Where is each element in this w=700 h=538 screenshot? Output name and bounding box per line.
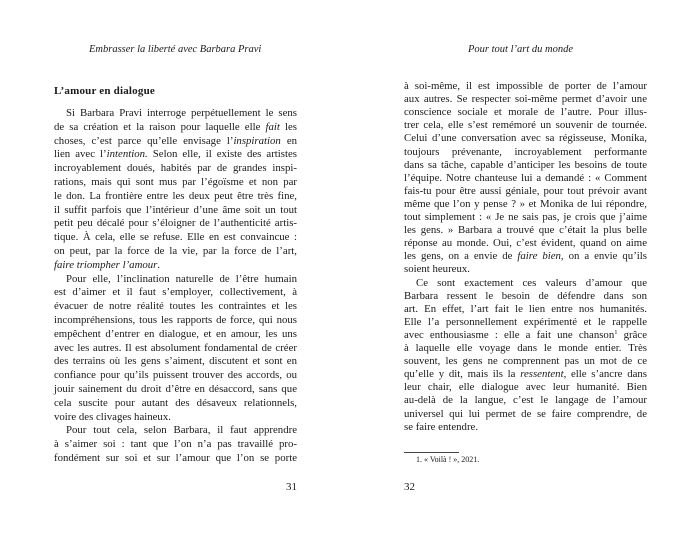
italic-text: faire bien	[517, 250, 561, 263]
text-line	[404, 341, 647, 355]
text-run: Barbara ressent le besoin de défendre dans son	[404, 289, 647, 302]
text-line	[404, 118, 647, 132]
text-line	[54, 134, 297, 148]
text-line	[54, 382, 297, 396]
text-line	[404, 145, 647, 159]
text-run: universel qui lui permet de se faire comprendre, de	[404, 407, 647, 420]
text-line	[404, 171, 647, 185]
text-line	[404, 158, 647, 172]
text-line	[404, 236, 647, 250]
text-run: .	[157, 258, 161, 271]
text-run: lien avec l’	[54, 148, 107, 161]
text-line	[54, 272, 297, 286]
text-line	[404, 380, 647, 394]
text-line	[54, 230, 297, 244]
italic-text: intention.	[106, 148, 148, 161]
text-line	[404, 92, 647, 106]
text-run: tique. À cela, elle se refuse. Elle en est convaincue :	[54, 231, 297, 244]
text-run: les gens. » Barbara a trouvé que c’était la plus belle	[404, 224, 647, 237]
text-run: on peut, par la force de la vie, par la force de l’art,	[54, 245, 297, 257]
right-page	[350, 0, 700, 538]
text-run: Ce sont exactement ces valeurs d’amour que	[416, 276, 647, 289]
text-run: art. En effet, l’art fait le lien entre nos humanités.	[404, 302, 647, 315]
text-line	[54, 203, 297, 217]
text-line	[404, 420, 647, 434]
text-run: incroyablement doués, habités par de grandes inspi-	[54, 162, 297, 175]
text-line	[404, 105, 647, 119]
text-line	[54, 106, 297, 120]
text-run: le don. La frontière entre les deux peut être très fine,	[54, 189, 297, 202]
text-line	[54, 423, 297, 437]
text-run: fais-tu pour être aussi géniale, pour tout prévoir avant	[404, 184, 647, 197]
text-line	[54, 396, 297, 410]
text-line	[404, 315, 647, 329]
text-run: est d’aimer et il faut s’employer, collectivement, à	[54, 286, 297, 299]
text-line	[404, 223, 647, 237]
italic-text: faire triompher l’amour	[54, 258, 158, 271]
text-line	[54, 175, 297, 189]
text-run: Pour elle, l’inclination naturelle de l’être humain	[66, 272, 297, 285]
text-line	[404, 184, 647, 198]
text-run: souvent, les gens ne comprennent pas un mot de ce	[404, 355, 647, 368]
text-run: dans sa tâche, capable d’anticiper les besoins de toute	[404, 158, 647, 171]
text-run: empêchent d’entrer en dialogue, et en amour, les uns	[54, 327, 297, 340]
text-line	[54, 216, 297, 230]
text-run: fondément sur soi et sur l’amour que l’on se porte	[54, 452, 297, 464]
text-line	[54, 341, 297, 355]
text-run: confiance pour qu’ils puissent trouver des accords, ou	[54, 369, 297, 382]
footnote-reference: 1	[614, 328, 618, 336]
text-run: , elle s’ancre dans	[563, 368, 647, 381]
text-run: les	[279, 120, 297, 133]
text-line	[54, 368, 297, 382]
text-run: Celui d’une conversation avec sa régisseuse, Monika,	[404, 132, 647, 145]
text-line	[54, 437, 297, 451]
section-heading: L’amour en dialogue	[54, 85, 155, 97]
text-line	[54, 299, 297, 313]
text-run: Selon elle, il existe des artistes	[147, 148, 297, 161]
text-line	[404, 276, 647, 290]
text-run: évacuer de notre réalité toutes les contraintes et les	[54, 300, 297, 313]
text-run: grâce	[617, 328, 647, 341]
text-line	[54, 244, 297, 258]
text-line	[54, 410, 297, 424]
text-run: en	[280, 134, 298, 147]
text-run: jouir sainement du droit d’être en désaccord, sans que	[54, 383, 297, 395]
text-line	[404, 79, 647, 93]
text-line	[54, 313, 297, 327]
text-line	[54, 327, 297, 341]
text-run: petit peu décalé pour s’éloigner de l’authenticité artis-	[54, 217, 297, 230]
text-run: il suffit parfois que l’intérieur d’une âme soit un tout	[54, 203, 297, 216]
text-run: à s’aimer soi : tant que l’on n’a pas travaillé pro-	[54, 438, 297, 451]
text-line	[404, 393, 647, 407]
text-run: au-delà de la langue, c’est le langage de l’amour	[404, 394, 647, 407]
italic-text: fait	[265, 120, 280, 133]
text-line	[54, 189, 297, 203]
running-head-chapter-title: Pour tout l’art du monde	[468, 44, 573, 55]
text-line	[404, 210, 647, 224]
text-run: soient heureux.	[404, 263, 470, 276]
text-run: se faire entendre.	[404, 420, 479, 433]
text-line	[404, 262, 647, 276]
text-run: qu’elle y dit, mais ils la	[404, 368, 521, 381]
text-run: avec enthousiasme : elle a fait une chanson	[404, 328, 615, 341]
footnote: 1. « Voilà ! », 2021.	[416, 455, 480, 464]
text-run: les gens, on a envie de	[404, 250, 518, 263]
text-line	[404, 289, 647, 303]
text-line	[404, 302, 647, 316]
text-run: incompréhensions, tous les rapports de force, qui nous	[54, 314, 297, 326]
text-run: même que l’on y pense ? » et Monika de lui répondre,	[404, 197, 647, 210]
page-number: 31	[286, 481, 297, 493]
text-line	[404, 249, 647, 263]
text-run: tout simplement : « Je ne sais pas, je crois que j’aime	[404, 211, 647, 223]
text-run: voire des clivages haineux.	[54, 410, 171, 423]
text-run: Si Barbara Pravi interroge perpétuellement le sens	[66, 107, 297, 119]
text-run: l’équipe. Notre chanteuse lui a demandé : « Comment	[404, 171, 647, 184]
text-run: aux autres. Se respecter soi-même permet d’avoir une	[404, 93, 647, 106]
text-line	[404, 354, 647, 368]
text-line	[404, 328, 647, 342]
text-run: trer cela, elle s’est remémoré un souvenir de tournée.	[404, 119, 647, 132]
text-line	[404, 197, 647, 211]
text-line	[54, 147, 297, 161]
text-line	[54, 285, 297, 299]
text-run: cela suscite pour autant des désaveux relationnels,	[54, 396, 297, 409]
italic-text: ressentent	[520, 368, 564, 381]
text-run: des terrains où les gens s’aiment, discutent et sont en	[54, 355, 297, 368]
text-run: avec les autres. Il est absolument fondamental de créer	[54, 341, 297, 354]
text-run: réponse au monde. Oui, c’est évident, quand on aime	[404, 237, 647, 250]
text-line	[54, 161, 297, 175]
page-number: 32	[404, 481, 415, 493]
text-line	[54, 120, 297, 134]
text-line	[404, 407, 647, 421]
text-run: choses, c’est parce qu’elle envisage l’	[54, 134, 234, 147]
text-line	[404, 131, 647, 145]
text-run: toujours prévenante, incroyablement performante	[404, 145, 647, 158]
text-run: , on a envie qu’ils	[560, 250, 648, 263]
text-run: Pour tout cela, selon Barbara, il faut apprendre	[66, 424, 297, 437]
text-run: à soi-même, il est impossible de porter de l’amour	[404, 80, 647, 92]
footnote-divider	[404, 452, 459, 453]
running-head-book-title: Embrasser la liberté avec Barbara Pravi	[89, 44, 262, 55]
text-run: leur chair, elle dialogue avec leur humanité. Bien	[404, 381, 647, 394]
text-run: à laquelle elle voyage dans le monde entier. Très	[404, 342, 647, 354]
text-line	[54, 354, 297, 368]
text-run: rations, mais qui sont mus par l’égoïsme et non par	[54, 176, 297, 188]
text-run: conscience sociale et morale de l’autre. Pour illus-	[404, 106, 647, 119]
italic-text: inspiration	[233, 134, 281, 147]
text-line	[54, 451, 297, 465]
text-run: de sa création et la raison pour laquelle elle	[54, 120, 266, 133]
text-line	[54, 258, 297, 272]
text-run: Elle l’a personnellement expérimenté et le rappelle	[404, 315, 647, 328]
text-line	[404, 367, 647, 381]
